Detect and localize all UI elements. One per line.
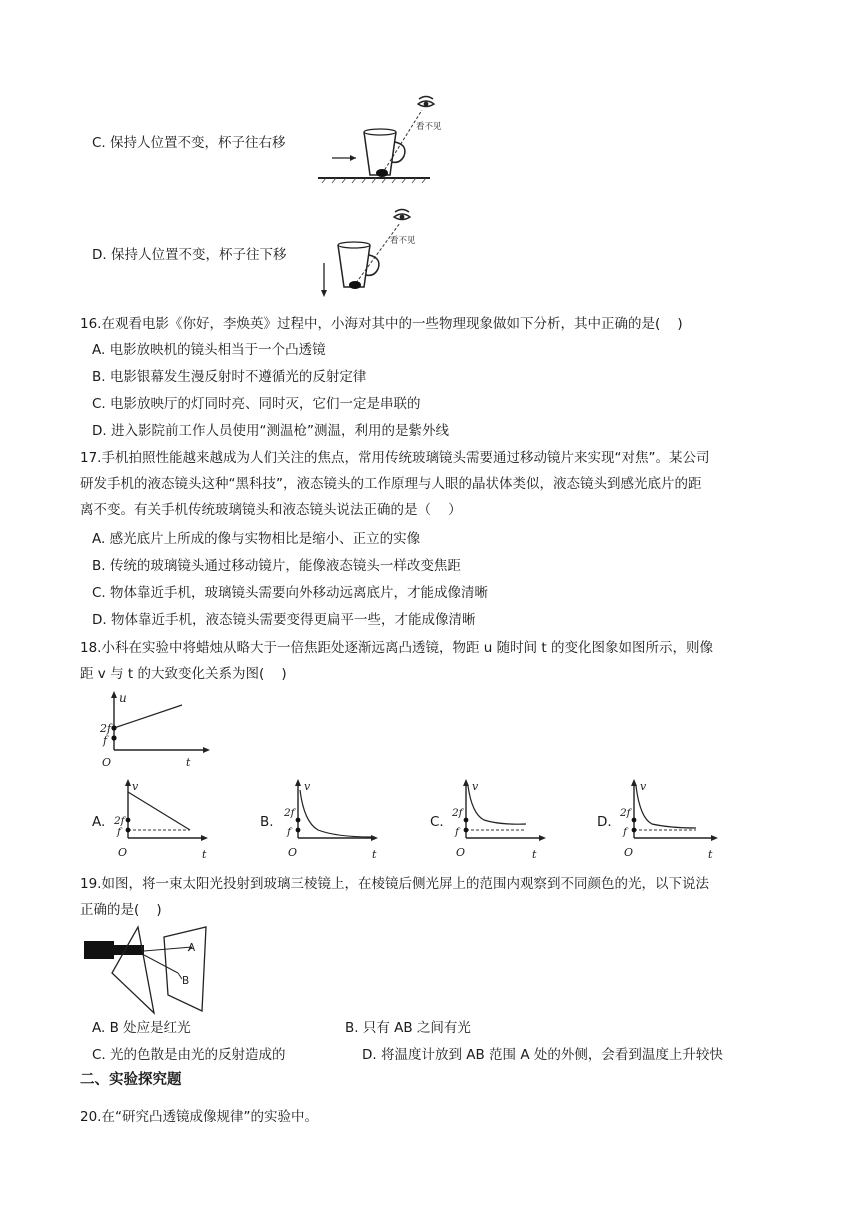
q18-stem-line1: 18.小科在实验中将蜡烛从略大于一倍焦距处逐渐远离凸透镜，物距 u 随时间 t 的变化图象如图所示，则像 xyxy=(80,640,713,656)
q19-stem-line1: 19.如图，将一束太阳光投射到玻璃三棱镜上，在棱镜后侧光屏上的范围内观察到不同颜色的光，以下说法 xyxy=(80,876,709,892)
q16-stem: 16.在观看电影《你好，李焕英》过程中，小海对其中的一些物理现象做如下分析，其中正确的是( ) xyxy=(80,316,683,332)
q19-option-a: A. B 处应是红光 xyxy=(92,1020,191,1036)
q17-option-c: C. 物体靠近手机，玻璃镜头需要向外移动远离底片，才能成像清晰 xyxy=(92,585,489,601)
q17-option-a: A. 感光底片上所成的像与实物相比是缩小、正立的实像 xyxy=(92,531,421,547)
q16-option-a: A. 电影放映机的镜头相当于一个凸透镜 xyxy=(92,342,326,358)
q19-label-a: A xyxy=(188,942,196,954)
q16-option-b: B. 电影银幕发生漫反射时不遵循光的反射定律 xyxy=(92,369,367,385)
q18-c-origin-label: O xyxy=(456,846,466,859)
q18-option-b-label: B. xyxy=(260,814,274,830)
q18-b-t-label: t xyxy=(372,848,377,861)
q15-option-c: C. 保持人位置不变，杯子往右移 xyxy=(92,135,286,151)
q18-option-d-graph xyxy=(618,778,722,860)
q18-d-v-label: v xyxy=(640,780,647,793)
q19-option-c: C. 光的色散是由光的反射造成的 xyxy=(92,1047,286,1063)
q18-c-f-label: f xyxy=(455,826,459,838)
q17-option-d: D. 物体靠近手机，液态镜头需要变得更扁平一些，才能成像清晰 xyxy=(92,612,476,628)
q18-d-2f-label: 2f xyxy=(620,807,631,819)
q18-a-origin-label: O xyxy=(118,846,128,859)
q16-option-c: C. 电影放映厅的灯同时亮、同时灭，它们一定是串联的 xyxy=(92,396,421,412)
q18-d-origin-label: O xyxy=(624,846,634,859)
q18-b-v-label: v xyxy=(304,780,311,793)
q18-b-f-label: f xyxy=(287,826,291,838)
q18-ut-graph xyxy=(96,690,226,772)
q18-stem-line2: 距 v 与 t 的大致变化关系为图( ) xyxy=(80,666,287,682)
q19-option-d: D. 将温度计放到 AB 范围 A 处的外侧，会看到温度上升较快 xyxy=(362,1047,723,1063)
q18-option-a-graph xyxy=(112,778,212,860)
q15-c-label: 看不见 xyxy=(416,122,442,132)
q18-option-c-label: C. xyxy=(430,814,444,830)
q18-c-v-label: v xyxy=(472,780,479,793)
q19-option-b: B. 只有 AB 之间有光 xyxy=(345,1020,471,1036)
q19-prism-figure xyxy=(82,925,216,1017)
q18-option-d-label: D. xyxy=(597,814,612,830)
q18-ut-2f-label: 2f xyxy=(100,722,112,735)
q16-option-d: D. 进入影院前工作人员使用“测温枪”测温，利用的是紫外线 xyxy=(92,423,449,439)
q20-stem: 20.在“研究凸透镜成像规律”的实验中。 xyxy=(80,1109,318,1125)
q18-d-f-label: f xyxy=(623,826,627,838)
q19-label-b: B xyxy=(182,975,190,987)
q19-stem-line2: 正确的是( ) xyxy=(80,902,162,918)
q18-a-v-label: v xyxy=(132,780,139,793)
q18-ut-f-label: f xyxy=(103,734,108,747)
q17-stem-line2: 研发手机的液态镜头这种“黑科技”，液态镜头的工作原理与人眼的晶状体类似，液态镜头到感光底片的距 xyxy=(80,476,702,492)
q17-stem-line1: 17.手机拍照性能越来越成为人们关注的焦点，常用传统玻璃镜头需要通过移动镜片来实现“对焦”。某公司 xyxy=(80,450,710,466)
q18-option-a-label: A. xyxy=(92,814,106,830)
q18-option-c-graph xyxy=(450,778,550,860)
q18-ut-t-label: t xyxy=(186,756,191,769)
q15-d-label: 看不见 xyxy=(390,236,416,246)
eye-icon xyxy=(418,97,434,107)
q18-b-origin-label: O xyxy=(288,846,298,859)
q17-stem-line3: 离不变。有关手机传统玻璃镜头和液态镜头说法正确的是（ ） xyxy=(80,502,462,518)
q18-a-f-label: f xyxy=(117,826,121,838)
q18-ut-origin-label: O xyxy=(102,756,112,769)
q15-figure-c xyxy=(318,90,442,185)
q18-a-t-label: t xyxy=(202,848,207,861)
eye-icon xyxy=(394,210,410,220)
section-title: 二、实验探究题 xyxy=(80,1072,182,1088)
q18-c-t-label: t xyxy=(532,848,537,861)
q18-a-2f-label: 2f xyxy=(114,815,125,827)
q18-c-2f-label: 2f xyxy=(452,807,463,819)
q18-b-2f-label: 2f xyxy=(284,807,295,819)
q15-figure-d xyxy=(318,203,430,299)
q18-option-b-graph xyxy=(282,778,382,860)
q15-option-d: D. 保持人位置不变，杯子往下移 xyxy=(92,247,287,263)
q17-option-b: B. 传统的玻璃镜头通过移动镜片，能像液态镜头一样改变焦距 xyxy=(92,558,461,574)
q18-ut-u-label: u xyxy=(119,691,127,705)
q18-d-t-label: t xyxy=(708,848,713,861)
